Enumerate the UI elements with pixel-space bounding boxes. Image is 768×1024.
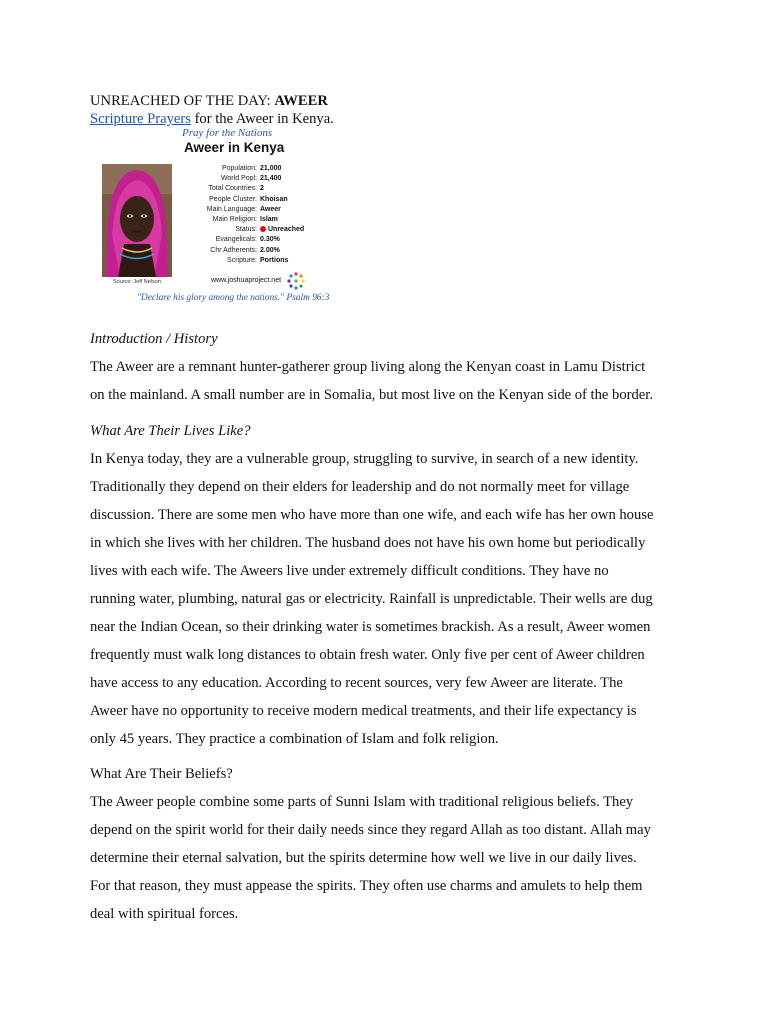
text-line: Aweer have no opportunity to receive modern medical treatments, and their life expectancy is (90, 703, 637, 719)
stat-row (184, 256, 304, 266)
photo-credit: Source: Jeff Nelson (113, 279, 161, 285)
section-heading-beliefs: What Are Their Beliefs? (90, 766, 233, 782)
stat-label: Main Religion: (212, 216, 257, 224)
stat-value: Islam (260, 216, 278, 224)
people-profile-card (100, 127, 330, 307)
text-line: depend on the spirit world for their daily needs since they regard Allah as too distant. Allah may (90, 822, 651, 838)
paragraph-introduction (90, 353, 690, 409)
joshua-project-logo-icon (286, 271, 306, 291)
section-heading-introduction: Introduction / History (90, 331, 218, 347)
heading-prefix: UNREACHED OF THE DAY: (90, 93, 275, 109)
stat-label: Chr Adherents: (210, 246, 257, 254)
stat-row (184, 215, 304, 225)
website-text: www.joshuaproject.net (211, 277, 282, 284)
scripture-prayers-link[interactable]: Scripture Prayers (90, 111, 191, 127)
stat-value: Aweer (260, 205, 281, 213)
text-line: For that reason, they must appease the spirits. They often use charms and amulets to help them (90, 878, 643, 894)
stat-label: Scripture: (227, 256, 257, 264)
stat-row (184, 195, 304, 205)
paragraph-lives (90, 445, 690, 753)
stat-label: World Popl: (220, 175, 257, 183)
paragraph-beliefs (90, 788, 690, 928)
stat-value: 21,000 (260, 165, 282, 172)
text-line: determine their eternal salvation, but the spirits determine how well we live in our daily lives. (90, 850, 637, 866)
stat-row (184, 164, 304, 174)
status-value-text: Unreached (268, 226, 305, 234)
text-line: Traditionally they depend on their elders for leadership and do not normally meet for village (90, 479, 630, 495)
stat-label: Evangelicals: (215, 236, 257, 244)
stat-value: 0.30% (260, 236, 280, 244)
stat-value: Portions (260, 256, 289, 264)
stat-row (184, 205, 304, 215)
text-line: near the Indian Ocean, so their drinking water is sometimes brackish. As a result, Aweer women (90, 619, 651, 635)
stat-value: 2.00% (260, 246, 280, 254)
scripture-verse: "Declare his glory among the nations." Psalm 96:3 (137, 293, 330, 303)
text-line: The Aweer are a remnant hunter-gatherer group living along the Kenyan coast in Lamu District (90, 359, 646, 375)
text-line: In Kenya today, they are a vulnerable group, struggling to survive, in search of a new identity. (90, 451, 639, 467)
text-line: frequently must walk long distances to obtain fresh water. Only five per cent of Aweer children (90, 647, 645, 663)
section-heading-lives: What Are Their Lives Like? (90, 423, 251, 439)
text-line: lives with each wife. The Aweers live under extremely difficult conditions. They have no (90, 563, 609, 579)
people-name: AWEER (274, 93, 328, 109)
text-line: deal with spiritual forces. (90, 906, 239, 922)
text-line: running water, plumbing, natural gas or electricity. Rainfall is unpredictable. Their wells are dug (90, 591, 653, 607)
text-line: have access to any education. According to recent sources, very few Aweer are literate. The (90, 675, 623, 691)
stat-value: Khoisan (260, 195, 288, 203)
text-line: only 45 years. They practice a combination of Islam and folk religion. (90, 731, 499, 747)
text-line: The Aweer people combine some parts of Sunni Islam with traditional religious beliefs. They (90, 794, 634, 810)
stat-label: Main Language: (206, 205, 257, 213)
intro-subtitle: for the Aweer in Kenya. (190, 111, 334, 127)
stat-row (184, 235, 304, 245)
stat-value: 2 (260, 185, 264, 193)
stat-value (260, 225, 304, 235)
text-line: in which she lives with her children. The husband does not have his own home but periodically (90, 535, 646, 551)
text-line: discussion. There are some men who have more than one wife, and each wife has her own house (90, 507, 654, 523)
stat-value: 21,400 (260, 175, 282, 183)
stat-label: Population: (221, 165, 257, 172)
stat-label: Total Countries: (208, 185, 257, 193)
stat-row (184, 225, 304, 235)
text-line: on the mainland. A small number are in Somalia, but most live on the Kenyan side of the border. (90, 387, 653, 403)
card-title: Aweer in Kenya (184, 140, 285, 155)
profile-stats (184, 164, 304, 266)
portrait-photo (102, 164, 172, 277)
stat-row (184, 184, 304, 194)
card-tagline: Pray for the Nations (182, 127, 273, 139)
document-heading (90, 93, 328, 110)
stat-label: People Cluster: (209, 195, 257, 203)
status-dot-icon (260, 226, 266, 232)
intro-line (90, 111, 334, 128)
stat-label: Status: (235, 226, 257, 234)
stat-row (184, 246, 304, 256)
stat-row (184, 174, 304, 184)
